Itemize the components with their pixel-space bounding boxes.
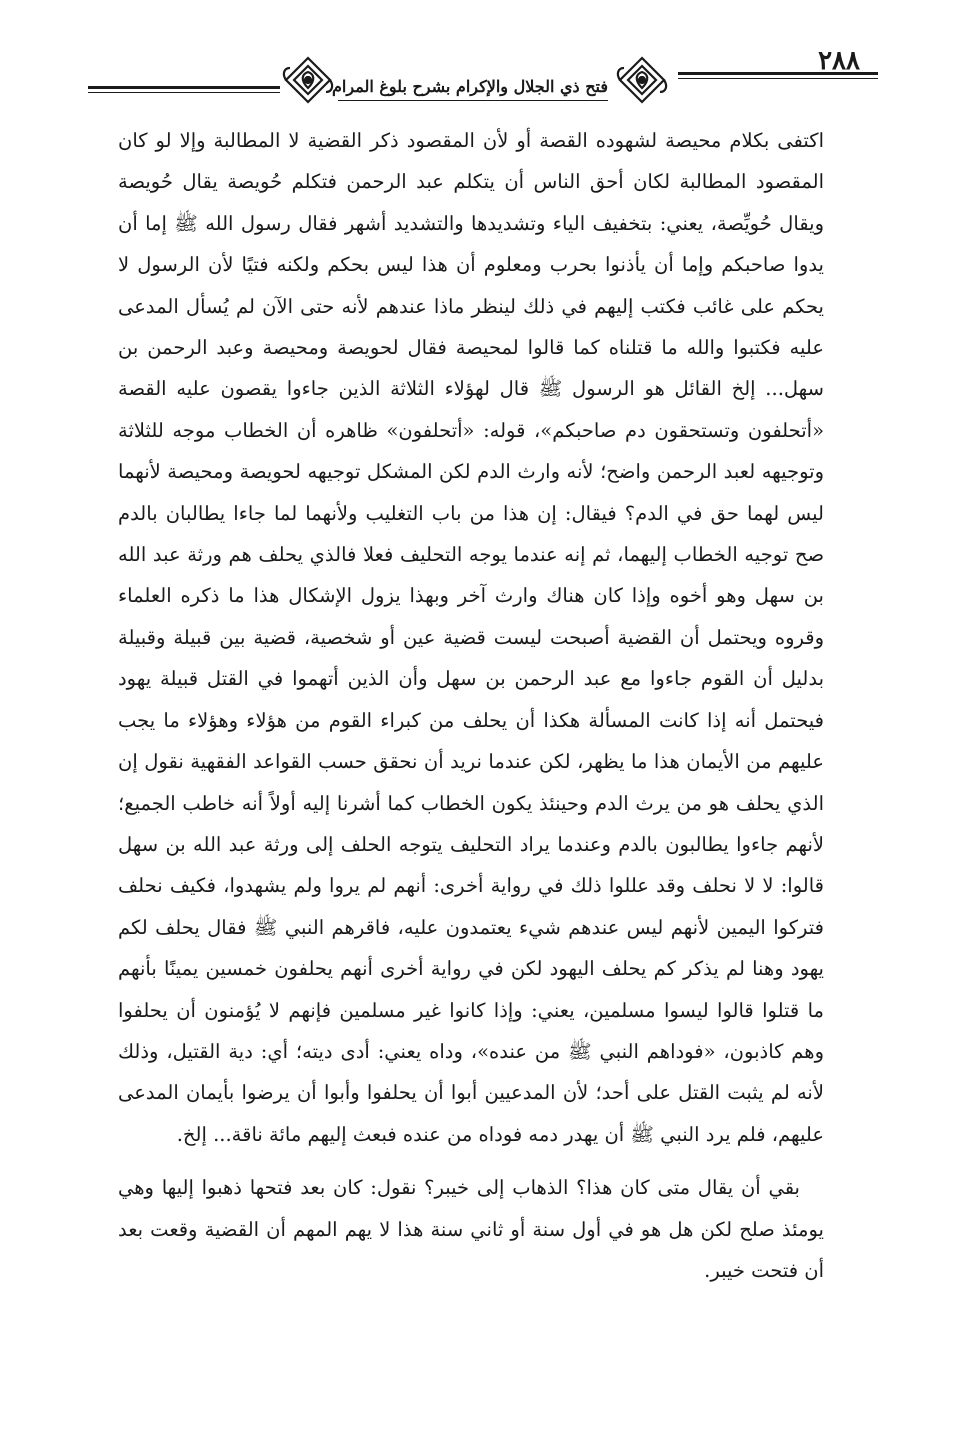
paragraph: بقي أن يقال متى كان هذا؟ الذهاب إلى خيبر؟ نقول: كان بعد فتحها ذهبوا إليها وهي يومئذ صلح لكن هل هو في أول سنة أو ثاني سنة هذا لا يهم المهم أن القضية وقعت بعد أن فتحت خيبر. — [118, 1176, 824, 1282]
header-rule-left-thin — [88, 92, 280, 93]
page-number: ٢٨٨ — [818, 46, 860, 76]
book-title: فتح ذي الجلال والإكرام بشرح بلوغ المرام — [332, 77, 608, 96]
header-rule-right-thin — [678, 78, 878, 79]
ornament-right-icon — [616, 54, 668, 106]
page-body — [118, 120, 824, 1291]
header-rule-left — [88, 86, 280, 89]
paragraph: اكتفى بكلام محيصة لشهوده القصة أو لأن المقصود ذكر القضية لا المطالبة وإلا لو كان المقصود المطالبة لكان أحق الناس أن يتكلم عبد الرحمن فتكلم حُويصة يقال حُويصة ويقال حُويِّصة، يعني: بتخفيف الياء وتشديدها والتشديد أشهر فقال رسول الله ﷺ إما أن يدوا صاحبكم وإما أن يأذنوا بحرب ومعلوم أن هذا ليس بحكم ولكنه فتيًا لأن الرسول لا يحكم على غائب فكتب إليهم في ذلك لينظر ماذا عندهم لأنه حتى الآن لم يُسأل المدعى عليه فكتبوا والله ما قتلناه كما قالوا لمحيصة فقال لحويصة ومحيصة وعبد الرحمن بن سهل... إلخ القائل هو الرسول ﷺ قال لهؤلاء الثلاثة الذين جاءوا يقصون عليه القصة «أتحلفون وتستحقون دم صاحبكم»، قوله: «أتحلفون» ظاهره أن الخطاب موجه للثلاثة وتوجيهه لعبد الرحمن واضح؛ لأنه وارث الدم لكن المشكل توجيهه لحويصة ومحيصة لأنهما ليس لهما حق في الدم؟ فيقال: إن هذا من باب التغليب ولأنهما لما جاءا يطالبان بالدم صح توجيه الخطاب إليهما، ثم إنه عندما يوجه التحليف فعلا فالذي يحلف هم ورثة عبد الله بن سهل وهو أخوه وإذا كان هناك وارث آخر وبهذا يزول الإشكال هذا ما ذكره العلماء وقروه ويحتمل أن القضية أصبحت ليست قضية عين أو شخصية، قضية بين قبيلة وقبيلة بدليل أن القوم جاءوا مع عبد الرحمن بن سهل وأن الذين أتهموا في القتل قبيلة يهود فيحتمل أنه إذا كانت المسألة هكذا أن يحلف من كبراء القوم من هؤلاء وهؤلاء ما يجب عليهم من الأيمان هذا ما يظهر، لكن عندما نريد أن نحقق حسب القواعد الفقهية نقول إن الذي يحلف هو من يرث الدم وحينئذ يكون الخطاب كما أشرنا إليه أولاً أنه خاطب الجميع؛ لأنهم جاءوا يطالبون بالدم وعندما يراد التحليف يتوجه الحلف إلى ورثة عبد الله بن سهل قالوا: لا لا نحلف وقد عللوا ذلك في رواية أخرى: أنهم لم يروا ولم يشهدوا، فكيف نحلف فتركوا اليمين لأنهم ليس عندهم شيء يعتمدون عليه، فاقرهم النبي ﷺ فقال يحلف لكم يهود وهنا لم يذكر كم يحلف اليهود لكن في رواية أخرى أنهم يحلفون خمسين يمينًا بأنهم ما قتلوا قالوا ليسوا مسلمين، يعني: وإذا كانوا غير مسلمين فإنهم لا يُؤمنون أن يحلفوا وهم كاذبون، «فوداهم النبي ﷺ من عنده»، وداه يعني: أدى ديته؛ أي: دية القتيل، وذلك لأنه لم يثبت القتل على أحد؛ لأن المدعيين أبوا أن يحلفوا وأبوا أن يرضوا بأيمان المدعى عليهم، فلم يرد النبي ﷺ أن يهدر دمه فوداه من عنده فبعث إليهم مائة ناقة... إلخ. — [118, 129, 824, 1146]
header-rule-title-base — [338, 100, 608, 101]
ornament-left-icon — [282, 54, 334, 106]
page-header — [88, 46, 880, 110]
